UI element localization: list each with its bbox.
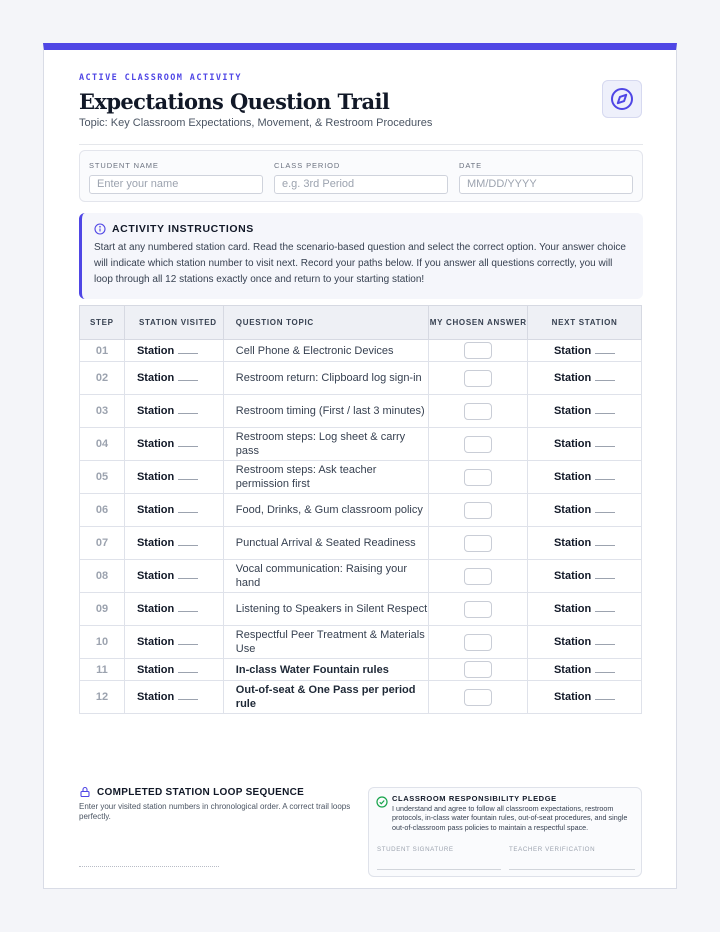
- student-name-input[interactable]: [89, 175, 263, 194]
- next-station-blank[interactable]: [595, 350, 615, 354]
- table-row: [80, 681, 642, 714]
- step-number: 07: [80, 527, 125, 560]
- table-row: [80, 494, 642, 527]
- page-subtitle: Topic: Key Classroom Expectations, Movement, & Restroom Procedures: [79, 117, 433, 129]
- check-circle-icon: [376, 796, 388, 808]
- chosen-answer-box[interactable]: [464, 661, 492, 678]
- table-row: [80, 626, 642, 659]
- next-station-cell: [528, 494, 642, 527]
- next-station-blank[interactable]: [595, 476, 615, 480]
- next-station-blank[interactable]: [595, 542, 615, 546]
- field-label: STUDENT NAME: [89, 161, 159, 170]
- student-signature-line[interactable]: [377, 869, 501, 870]
- page-title: Expectations Question Trail: [79, 89, 390, 114]
- chosen-answer-box[interactable]: [464, 436, 492, 453]
- chosen-answer-box[interactable]: [464, 342, 492, 359]
- table-row: [80, 560, 642, 593]
- loop-sequence-section: [79, 786, 354, 822]
- lock-icon: [79, 786, 91, 798]
- station-label: Station: [136, 344, 175, 357]
- station-label: Station: [553, 663, 592, 676]
- chosen-answer-cell: [429, 461, 528, 494]
- chosen-answer-box[interactable]: [464, 689, 492, 706]
- station-visited-cell: [124, 494, 223, 527]
- chosen-answer-cell: [429, 593, 528, 626]
- next-station-cell: [528, 461, 642, 494]
- next-station-blank[interactable]: [595, 696, 615, 700]
- station-label: Station: [136, 537, 175, 549]
- step-number: 08: [80, 560, 125, 593]
- station-label: Station: [553, 570, 592, 582]
- next-station-blank[interactable]: [595, 410, 615, 414]
- station-visited-blank[interactable]: [178, 696, 198, 700]
- table-row: [80, 659, 642, 681]
- question-topic: Restroom steps: Log sheet & carry pass: [223, 428, 429, 461]
- station-visited-blank[interactable]: [178, 669, 198, 673]
- chosen-answer-box[interactable]: [464, 469, 492, 486]
- station-label: Station: [553, 537, 592, 549]
- chosen-answer-cell: [429, 362, 528, 395]
- question-topic: Listening to Speakers in Silent Respect: [223, 593, 429, 626]
- instructions-text: Start at any numbered station card. Read the scenario-based question and select the correct option. Your answer choice will indicate which station number to visit next. Record your paths below. If you answer all questions correctly, you will loop through all 12 stations exactly once and return to your starting station!: [94, 242, 626, 285]
- station-visited-cell: [124, 340, 223, 362]
- next-station-cell: [528, 593, 642, 626]
- station-label: Station: [553, 636, 592, 648]
- question-topic: Restroom return: Clipboard log sign-in: [223, 362, 429, 395]
- chosen-answer-box[interactable]: [464, 568, 492, 585]
- question-topic: Restroom steps: Ask teacher permission first: [223, 461, 429, 494]
- next-station-cell: [528, 362, 642, 395]
- next-station-cell: [528, 395, 642, 428]
- station-visited-cell: [124, 681, 223, 714]
- class-period-field: [274, 161, 448, 194]
- station-visited-cell: [124, 527, 223, 560]
- next-station-blank[interactable]: [595, 641, 615, 645]
- pledge-box: [368, 787, 642, 877]
- station-label: Station: [136, 405, 175, 417]
- next-station-blank[interactable]: [595, 377, 615, 381]
- teacher-verification-label: TEACHER VERIFICATION: [509, 846, 596, 853]
- student-signature-label: STUDENT SIGNATURE: [377, 846, 454, 853]
- station-visited-cell: [124, 428, 223, 461]
- station-visited-cell: [124, 626, 223, 659]
- station-visited-cell: [124, 395, 223, 428]
- station-trail-table: [79, 305, 642, 714]
- step-number: 06: [80, 494, 125, 527]
- chosen-answer-cell: [429, 395, 528, 428]
- next-station-cell: [528, 659, 642, 681]
- next-station-cell: [528, 340, 642, 362]
- instructions-panel: [79, 213, 643, 299]
- station-label: Station: [553, 405, 592, 417]
- column-header: MY CHOSEN ANSWER: [429, 306, 528, 340]
- instructions-heading: ACTIVITY INSTRUCTIONS: [112, 223, 254, 235]
- next-station-blank[interactable]: [595, 669, 615, 673]
- station-visited-cell: [124, 593, 223, 626]
- step-number: 12: [80, 681, 125, 714]
- station-label: Station: [553, 504, 592, 516]
- step-number: 01: [80, 340, 125, 362]
- info-icon: [94, 223, 106, 235]
- step-number: 02: [80, 362, 125, 395]
- station-visited-blank[interactable]: [178, 575, 198, 579]
- compass-icon: [602, 80, 642, 118]
- station-label: Station: [136, 471, 175, 483]
- station-label: Station: [136, 636, 175, 648]
- station-label: Station: [553, 344, 592, 357]
- column-header: QUESTION TOPIC: [223, 306, 429, 340]
- loop-description: Enter your visited station numbers in chronological order. A correct trail loops perfectly.: [79, 802, 351, 821]
- next-station-cell: [528, 527, 642, 560]
- station-visited-blank[interactable]: [178, 641, 198, 645]
- question-topic: Cell Phone & Electronic Devices: [223, 340, 429, 362]
- question-topic: In-class Water Fountain rules: [223, 659, 429, 681]
- station-label: Station: [553, 691, 592, 703]
- table-header-row: [80, 306, 642, 340]
- chosen-answer-box[interactable]: [464, 634, 492, 651]
- station-visited-blank[interactable]: [178, 377, 198, 381]
- station-label: Station: [553, 372, 592, 384]
- chosen-answer-box[interactable]: [464, 601, 492, 618]
- station-visited-cell: [124, 560, 223, 593]
- chosen-answer-cell: [429, 681, 528, 714]
- next-station-cell: [528, 626, 642, 659]
- chosen-answer-box[interactable]: [464, 535, 492, 552]
- station-label: Station: [136, 663, 175, 676]
- field-label: CLASS PERIOD: [274, 161, 341, 170]
- next-station-cell: [528, 560, 642, 593]
- station-visited-blank[interactable]: [178, 509, 198, 513]
- station-label: Station: [136, 372, 175, 384]
- loop-sequence-line[interactable]: [79, 866, 219, 867]
- step-number: 11: [80, 659, 125, 681]
- question-topic: Out-of-seat & One Pass per period rule: [223, 681, 429, 714]
- step-number: 03: [80, 395, 125, 428]
- date-input[interactable]: [459, 175, 633, 194]
- table-row: [80, 593, 642, 626]
- table-row: [80, 395, 642, 428]
- chosen-answer-cell: [429, 494, 528, 527]
- step-number: 10: [80, 626, 125, 659]
- column-header: STEP: [80, 306, 125, 340]
- next-station-cell: [528, 428, 642, 461]
- table-row: [80, 527, 642, 560]
- step-number: 04: [80, 428, 125, 461]
- table-row: [80, 428, 642, 461]
- table-row: [80, 362, 642, 395]
- next-station-blank[interactable]: [595, 608, 615, 612]
- chosen-answer-cell: [429, 659, 528, 681]
- station-visited-blank[interactable]: [178, 350, 198, 354]
- station-label: Station: [136, 504, 175, 516]
- chosen-answer-cell: [429, 626, 528, 659]
- station-label: Station: [136, 691, 175, 703]
- student-info-box: [79, 150, 643, 202]
- step-number: 09: [80, 593, 125, 626]
- station-visited-blank[interactable]: [178, 410, 198, 414]
- chosen-answer-box[interactable]: [464, 403, 492, 420]
- station-visited-cell: [124, 461, 223, 494]
- question-topic: Respectful Peer Treatment & Materials Use: [223, 626, 429, 659]
- chosen-answer-cell: [429, 428, 528, 461]
- question-topic: Vocal communication: Raising your hand: [223, 560, 429, 593]
- chosen-answer-cell: [429, 560, 528, 593]
- date-field: [459, 161, 633, 194]
- next-station-blank[interactable]: [595, 509, 615, 513]
- chosen-answer-box[interactable]: [464, 502, 492, 519]
- class-period-input[interactable]: [274, 175, 448, 194]
- station-label: Station: [553, 603, 592, 615]
- table-row: [80, 461, 642, 494]
- station-label: Station: [136, 438, 175, 450]
- station-visited-blank[interactable]: [178, 608, 198, 612]
- question-topic: Restroom timing (First / last 3 minutes): [223, 395, 429, 428]
- next-station-blank[interactable]: [595, 575, 615, 579]
- station-visited-cell: [124, 362, 223, 395]
- station-label: Station: [136, 603, 175, 615]
- column-header: STATION VISITED: [124, 306, 223, 340]
- station-visited-cell: [124, 659, 223, 681]
- chosen-answer-box[interactable]: [464, 370, 492, 387]
- loop-heading: COMPLETED STATION LOOP SEQUENCE: [97, 786, 305, 798]
- station-label: Station: [553, 471, 592, 483]
- column-header: NEXT STATION: [528, 306, 642, 340]
- worksheet-page: [43, 43, 677, 889]
- field-label: DATE: [459, 161, 483, 170]
- pledge-text: I understand and agree to follow all classroom expectations, restroom protocols, in-class water fountain rules, out-of-seat procedures, and single out-of-classroom pass policies to maintain a respectful space.: [392, 804, 628, 832]
- question-topic: Food, Drinks, & Gum classroom policy: [223, 494, 429, 527]
- chosen-answer-cell: [429, 340, 528, 362]
- table-row: [80, 340, 642, 362]
- next-station-blank[interactable]: [595, 443, 615, 447]
- header-divider: [79, 144, 643, 145]
- station-visited-blank[interactable]: [178, 443, 198, 447]
- chosen-answer-cell: [429, 527, 528, 560]
- next-station-cell: [528, 681, 642, 714]
- teacher-verification-line[interactable]: [509, 869, 635, 870]
- station-label: Station: [553, 438, 592, 450]
- step-number: 05: [80, 461, 125, 494]
- student-name-field: [89, 161, 263, 194]
- question-topic: Punctual Arrival & Seated Readiness: [223, 527, 429, 560]
- pledge-heading: CLASSROOM RESPONSIBILITY PLEDGE: [392, 794, 557, 803]
- station-visited-blank[interactable]: [178, 476, 198, 480]
- station-visited-blank[interactable]: [178, 542, 198, 546]
- activity-kicker: ACTIVE CLASSROOM ACTIVITY: [79, 73, 242, 83]
- station-label: Station: [136, 570, 175, 582]
